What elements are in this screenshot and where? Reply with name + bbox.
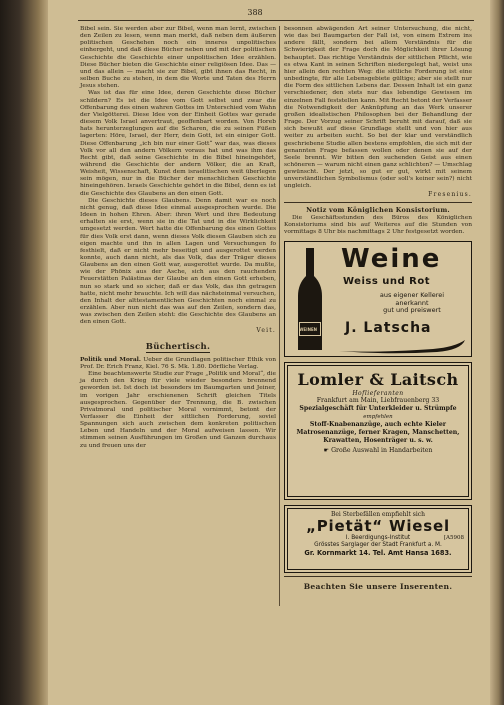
- ad-lines: [357, 292, 467, 314]
- swoosh-ornament-icon: [337, 338, 469, 354]
- ad-weine: [284, 241, 472, 357]
- ad-line: Grösstes Sarglager der Stadt Frankfurt a. M.: [314, 542, 442, 549]
- header-rule: [78, 20, 474, 21]
- signature: Fresenius.: [428, 190, 472, 198]
- ad-line-text: Große Auswahl in Handarbeiten: [331, 447, 433, 455]
- review-heading: Politik und Moral.: [80, 355, 141, 363]
- notice-box: [284, 202, 472, 236]
- ad-inner-frame: [287, 365, 469, 497]
- ad-code: [A5908: [443, 535, 464, 542]
- right-column: [284, 26, 472, 591]
- ad-line: anerkannt: [395, 298, 429, 307]
- page-edge: [490, 0, 504, 705]
- ad-lomler-laitsch: [284, 362, 472, 500]
- ad-row: [288, 535, 468, 542]
- paragraph: Was ist das für eine Idee, deren Geschichte diese Bücher schildern? Es ist die Idee vom Gott selbst und zwar die Offenbarung des einen wahren Gottes im Unterschied vom Wahn der Vielgötterei. Diese Idee von der Einheit Gottes war gerade diesem Volk Israel anvertraut, geoffenbart worden. Von Horeb hats herunterzeglungen auf die Scharen, die zu seinen Füßen lagerten: Höre, Israel, der Herr, dein Gott, ist ein einiger Gott. Diese Offenbarung „ich bin nur einer Gott“ war das, was dieses Volk vor all den andern Völkern voraus hat und was ihm das Recht gibt, daß seine Geschichte in die Bibel hineingehört, während die Geschichte der andern Völker, die an Kraft, Weisheit, Wissenschaft, Kunst dem israelitischen weit überlegen sein mögen, nur in die Bücher der menschlichen Geschichte hineingehören. Israels Geschichte gehört in die Bibel, denn es ist die Geschichte des Glaubens an den einen Gott.: [80, 90, 276, 197]
- ad-title: Lomler & Laitsch: [297, 370, 459, 390]
- section-title: Büchertisch.: [145, 341, 211, 352]
- ad-inner-frame: [287, 508, 469, 570]
- review-body: Eine beachtenswerte Studie zur Frage „Politik und Moral“, die ja durch den Krieg für viele wieder besonders brennend geworden ist. Ist doch ist besonders im Baumgarten und Jeiner, im vorigen Jahr erschienenen Schrift gleichen Titels ausgesprochen. Gegenüber der Trennung, die B. zwischen Privatmoral und politischer Moral vornimmt, betont der Verfasser die Einheit der sittlichen Forderung, soviel Spannungen sich auch zwischen dem konkreten politischen Leben und Handeln und der Moral aufweisen lassen. Wir stimmen seinen Ausführungen im Großen und Ganzen durchaus zu und freuen uns der: [80, 371, 276, 449]
- ad-address: Gr. Kornmarkt 14. Tel. Amt Hansa 1683.: [304, 549, 452, 558]
- paragraph: besonnen abwägenden Art seiner Untersuchung, die nicht, wie das bei Baumgarten der Fall ist, von einem Extrem ins andere fällt, sondern bei allem Verständnis für die Schwierigkeit der Frage doch die Möglichkeit ihrer Lösung behauptet. Das richtige Verständnis der sittlichen Pflicht, wie es etwa Kant in seinen Schriften niedergelegt hat, weist uns hier allein den rechten Weg: die sittliche Forderung ist eine unbedingte, für alle Lebensgebiete gültige; aber sie stellt nur die Form des sittlichen Lebens dar. Dessen Inhalt ist ein ganz verschiedener, den stets nur das lebendige Gewissen im einzelnen Fall feststellen kann. Mit Recht betont der Verfasser die Notwendigkeit der Anknüpfung an das Werk unserer großen idealistischen Philosophen bei der Behandlung der Frage. Der Vorzug seiner Schrift beruht mit darauf, daß sie sich bewußt auf diese Grundlage stellt und von hier aus weiter zu arbeiten sucht. So bei der klar und verständlich geschriebene Studie allen bestens empfohlen, die sich mit der genannten Frage befassen wollen oder denen sie auf der Seele brennt. Wir bitten den suchenden Geist aus einen schöneren — warum nicht einen ganz schlichten? — Umschlag gewünscht. Der jetzt, so gut er gut, wirkt mit seinem unverständlichen Symbolismus (oder soll's keiner sein?) nicht ungleich.: [284, 26, 472, 190]
- hand-pointer-icon: ☛: [323, 447, 332, 455]
- ad-address: Frankfurt am Main, Liebfrauenberg 33: [316, 397, 440, 405]
- ad-line: Spezialgeschäft für Unterkleider u. Strümpfe: [299, 405, 457, 413]
- ad-line: Stoff-Knabenanzüge, auch echte Kieler Matrosenanzüge, ferner Kragen, Manschetten, Krawatten, Hosenträger u. s. w.: [296, 420, 460, 445]
- paragraph: Bibel sein. Sie werden aber zur Bibel, wenn man lernt, zwischen den Zeilen zu lesen, wenn man merkt, daß neben dem äußeren politischen Geschehen noch ein inneres unpolitisches einhergeht, und daß diese Bücher neben und mit der politischen Geschichte die Geschichte einer unpolitischen Idee erzählen. Diese Bücher bieten die Geschichte einer religiösen Idee. Das — und das allein — macht sie zur Bibel, gibt ihnen das Recht, in selben Buche zu stehen, in dem die Worte und Taten des Herrn Jesus stehen.: [80, 26, 276, 90]
- ad-pietat-wiesel: [284, 505, 472, 573]
- ad-line: empfehlen: [363, 413, 393, 420]
- review-text: Ueber die Grundlagen politischer Ethik von Prof. Dr. Erich Franz, Kiel. 76 S. Mk. 1.80. Dörfliche Verlag.: [80, 356, 276, 370]
- ad-subtitle: Weiss und Rot: [343, 276, 430, 288]
- notice-title: Notiz vom Königlichen Konsistorium.: [306, 205, 450, 214]
- ad-line: aus eigener Kellerei: [379, 291, 445, 300]
- section-header: [80, 334, 276, 356]
- bottle-label: WEINEN: [298, 327, 318, 333]
- footer-rule: [284, 576, 472, 577]
- page-number: 388: [247, 8, 263, 17]
- notice-text: Die Geschäftsstunden des Büros des Königlichen Konsistoriums sind bis auf Weiteres auf die Stunden von vormittags 8 Uhr bis nachmittags 2 Uhr festgesetzt worden.: [284, 214, 472, 236]
- signature: Veit.: [256, 326, 276, 334]
- book-spine: [0, 0, 48, 705]
- ad-title: Weine: [341, 244, 442, 275]
- ad-line: I. Beerdigungs-Institut: [345, 535, 411, 542]
- ad-company-name: J. Latscha: [345, 320, 432, 337]
- ad-intro: Bei Sterbefällen empfiehlt sich: [330, 511, 426, 519]
- ad-line: [288, 447, 468, 455]
- wine-bottle-icon: [295, 248, 325, 352]
- column-divider: [279, 26, 280, 606]
- ad-title: „Pietät“ Wiesel: [306, 517, 450, 536]
- footer-note: Beachten Sie unsere Inserenten.: [303, 582, 453, 592]
- ad-line: gut und preiswert: [383, 306, 441, 315]
- paragraph: Die Geschichte dieses Glaubens. Denn damit war es noch nicht genug, daß diese Idee einmal ausgesprochen wurde. Die Ideen in hohen Ehren. Aber: ihren Wert und ihre Bedeutung erhalten sie erst, wenn sie in die Tat und in die Wirklichkeit umgesetzt werden. Wert hatte die Offenbarung des einen Gottes für dies Volk erst dann, wenn dieses Volk diesen Glauben sich zu eigen machte und ihn in allen Lagen und Versuchungen fo festhielt, daß er nicht mehr beseitigt und ausgerottet werden konnte, auch dann nicht, als das Volk, das der Träger dieses Glaubens an den einen Gott war, ausgerottet wurde. Da mußte, wie der Phönix aus der Asche, sich aus den rauchenden Feuerstätten Palästinas der Glaube an den einen Gott erheben, nun so stark und so sicher, daß er das Volk, das ihn getragen hatte, nicht mehr brauchte. Ich will das nächsteinmal versuchen, den Inhalt der alttestamentlichen Geschichten noch einmal zu erzählen. Aber nun nicht das was auf den Zeilen, sondern das, was zwischen den Zeilen steht: die Geschichte des Glaubens an den einen Gott.: [80, 197, 276, 326]
- left-column: [80, 26, 276, 450]
- ad-subtitle: Hoflieferanten: [352, 390, 404, 398]
- review-citation: [80, 356, 276, 371]
